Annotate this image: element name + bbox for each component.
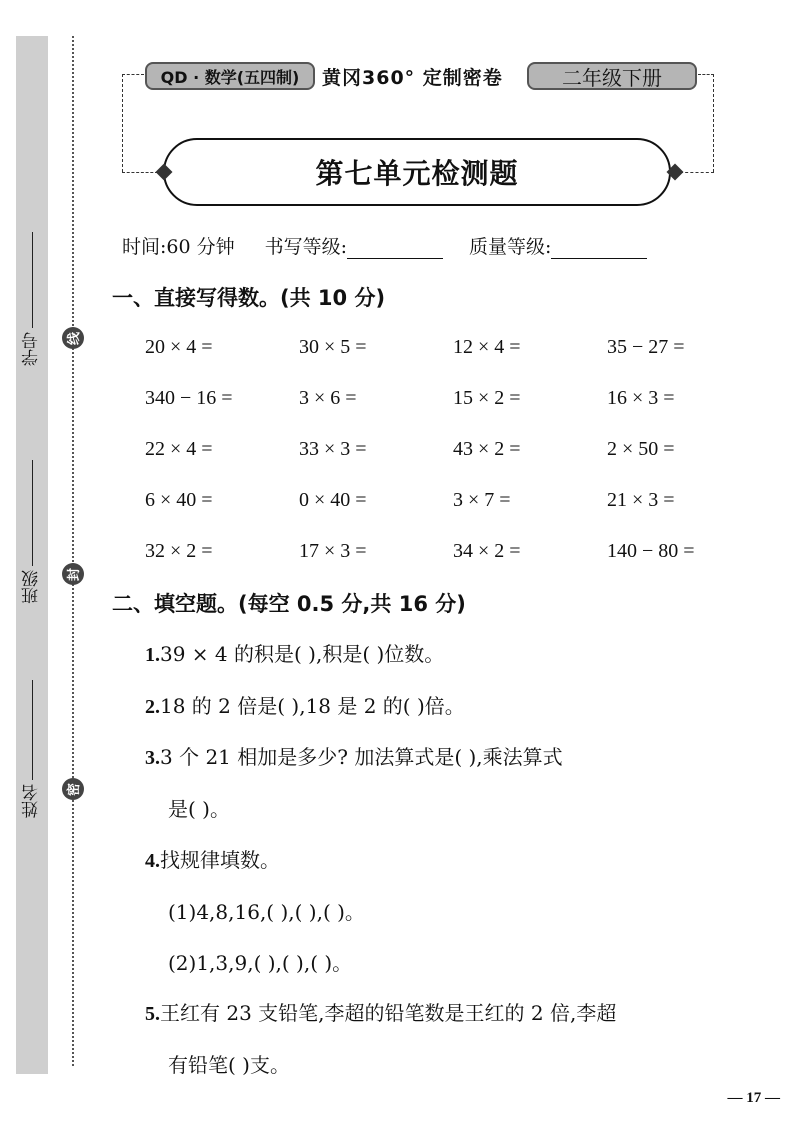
question-3-continuation: 是( )。 <box>168 797 230 821</box>
calc-item: 22 × 4 = <box>145 438 213 460</box>
brand-text: 黄冈360° 定制密卷 <box>322 67 503 89</box>
question-3 <box>145 741 563 770</box>
grade-badge: 二年级下册 <box>527 62 697 90</box>
header-dash-left-vert <box>122 74 123 172</box>
question-4-part-2: (2)1,3,9,( ),( ),( )。 <box>168 951 353 975</box>
calc-item: 340 − 16 = <box>145 387 233 409</box>
calc-item: 6 × 40 = <box>145 489 213 511</box>
seal-seal-char: 封 <box>62 563 84 585</box>
calc-item: 35 − 27 = <box>607 336 685 358</box>
question-1-text: 39 × 4 的积是( ),积是( )位数。 <box>160 642 445 666</box>
class-field[interactable] <box>16 460 48 608</box>
name-line <box>32 680 33 780</box>
question-3-text: 3 个 21 相加是多少? 加法算式是( ),乘法算式 <box>160 745 563 769</box>
header-dash-right-vert <box>713 74 714 172</box>
time-text: 时间:60 分钟 <box>122 236 235 258</box>
calc-grid <box>145 330 765 585</box>
question-1 <box>145 638 444 667</box>
student-id-field[interactable] <box>16 232 48 370</box>
question-5 <box>145 997 616 1026</box>
section2-title: 二、填空题。(每空 0.5 分,共 16 分) <box>112 592 466 616</box>
calc-item: 20 × 4 = <box>145 336 213 358</box>
question-4-text: 找规律填数。 <box>160 848 280 872</box>
header-dash-right-bottom <box>680 172 714 173</box>
header-dash-left-bottom <box>122 172 158 173</box>
calc-item: 33 × 3 = <box>299 438 367 460</box>
question-2-text: 18 的 2 倍是( ),18 是 2 的( )倍。 <box>160 694 465 718</box>
calc-item: 140 − 80 = <box>607 540 695 562</box>
student-id-label: 学号 <box>21 332 42 366</box>
header-dash-right-top <box>698 74 714 75</box>
calc-item: 16 × 3 = <box>607 387 675 409</box>
question-4-part-1: (1)4,8,16,( ),( ),( )。 <box>168 900 365 924</box>
seal-line-char: 线 <box>62 327 84 349</box>
writing-grade-blank[interactable] <box>347 236 443 259</box>
question-2 <box>145 690 465 719</box>
calc-item: 12 × 4 = <box>453 336 521 358</box>
question-1-number: 1. <box>145 644 160 666</box>
quality-grade-label: 质量等级: <box>469 236 552 258</box>
name-field[interactable] <box>16 680 48 822</box>
class-label: 班级 <box>21 570 42 604</box>
calc-item: 43 × 2 = <box>453 438 521 460</box>
page-title: 第七单元检测题 <box>315 157 519 190</box>
question-5-number: 5. <box>145 1003 160 1025</box>
exam-info <box>122 232 647 259</box>
calc-item: 2 × 50 = <box>607 438 675 460</box>
subject-badge: QD · 数学(五四制) <box>145 62 315 90</box>
question-4 <box>145 844 280 873</box>
class-line <box>32 460 33 566</box>
calc-item: 3 × 6 = <box>299 387 357 409</box>
question-2-number: 2. <box>145 696 160 718</box>
header-dash-left-top <box>122 74 144 75</box>
question-5-text: 王红有 23 支铅笔,李超的铅笔数是王红的 2 倍,李超 <box>160 1001 617 1025</box>
calc-item: 0 × 40 = <box>299 489 367 511</box>
calc-item: 30 × 5 = <box>299 336 367 358</box>
seal-secret-char: 密 <box>62 778 84 800</box>
quality-grade-blank[interactable] <box>551 236 647 259</box>
writing-grade-label: 书写等级: <box>264 236 348 258</box>
calc-item: 32 × 2 = <box>145 540 213 562</box>
question-4-number: 4. <box>145 850 160 872</box>
question-5-continuation: 有铅笔( )支。 <box>168 1053 290 1077</box>
section1-title: 一、直接写得数。(共 10 分) <box>112 286 386 310</box>
calc-item: 17 × 3 = <box>299 540 367 562</box>
question-3-number: 3. <box>145 747 160 769</box>
calc-item: 15 × 2 = <box>453 387 521 409</box>
calc-item: 3 × 7 = <box>453 489 511 511</box>
student-id-line <box>32 232 33 328</box>
calc-item: 21 × 3 = <box>607 489 675 511</box>
calc-item: 34 × 2 = <box>453 540 521 562</box>
name-label: 姓名 <box>21 784 42 818</box>
page-number: — 17 — <box>727 1090 780 1106</box>
title-frame <box>163 138 671 206</box>
binding-dashed-line <box>72 36 74 1066</box>
